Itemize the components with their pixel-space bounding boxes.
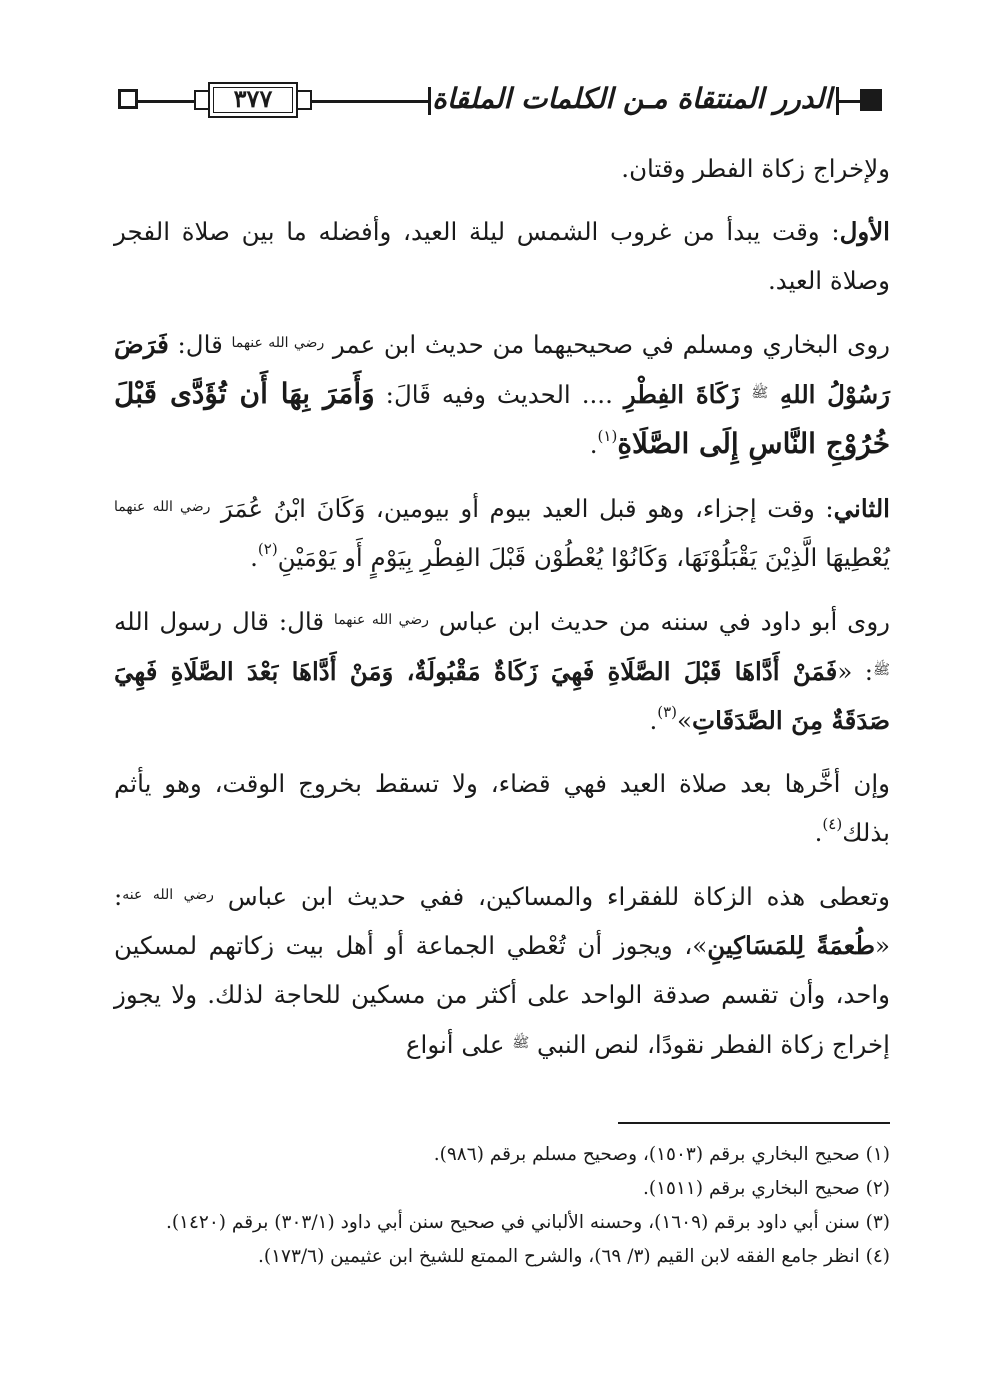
- footnote-3: (٣) سنن أبي داود برقم (١٦٠٩)، وحسنه الألباني في صحيح سنن أبي داود (٣٠٣/١) برقم (١٤٢٠).: [165, 1212, 890, 1233]
- main-text: [114, 144, 890, 1083]
- hadith-text: فَرَضَ رَسُوْلُ اللهِ: [114, 330, 890, 409]
- paragraph-text: على أنواع: [405, 1030, 513, 1059]
- header-rule-right: [836, 100, 860, 103]
- footnote-2: (٢) صحيح البخاري برقم (١٥١١).: [642, 1178, 890, 1199]
- honorific-glyph: ﷺ: [512, 1035, 530, 1051]
- header-rule-middle: [310, 100, 430, 103]
- header-rule-left: [138, 100, 196, 103]
- paragraph-text: : وقت إجزاء، وهو قبل العيد بيوم أو بيومين،: [365, 494, 834, 523]
- page-number: ٣٧٧: [233, 84, 273, 113]
- hadith-text: طُعمَةً لِلمَسَاكِينِ: [707, 931, 875, 960]
- quote-text: وَكَانَ ابْنُ عُمَرَ: [210, 494, 366, 523]
- punctuation: .: [814, 818, 823, 847]
- footnote-separator: [618, 1122, 890, 1124]
- footnote-4: (٤) انظر جامع الفقه لابن القيم (٣/ ٦٩)، والشرح الممتع للشيخ ابن عثيمين (١٧٣/٦).: [257, 1246, 890, 1267]
- footnote-1: (١) صحيح البخاري برقم (١٥٠٣)، وصحيح مسلم برقم (٩٨٦).: [433, 1144, 890, 1165]
- hadith-text: فَمَنْ أَدَّاهَا قَبْلَ الصَّلَاةِ فَهِيَ زَكَاةٌ مَقْبُولَةٌ، وَمَنْ أَدَّاهَا بَعْدَ الصَّلَاةِ فَهِيَ صَدَقَةٌ مِنَ الصَّدَقَاتِ: [114, 657, 890, 735]
- footnote-marker[interactable]: (٢): [257, 540, 278, 558]
- book-title: الدرر المنتقاة مـن الكلمات الملقاة: [432, 82, 832, 115]
- paragraph-text: وإن أخَّرها بعد صلاة العيد فهي قضاء، ولا تسقط بخروج الوقت، وهو يأثم بذلك: [114, 769, 890, 847]
- punctuation: : «: [837, 657, 874, 686]
- paragraph-text: : وقت يبدأ من غروب الشمس ليلة العيد، وأفضله ما بين صلاة الفجر وصلاة العيد.: [114, 217, 890, 295]
- punctuation: : «: [114, 882, 890, 960]
- narration-intro: روى البخاري ومسلم في صحيحيهما من حديث ابن عمر: [324, 330, 890, 359]
- paragraph-first-time: [114, 207, 890, 305]
- page-header: [110, 80, 890, 124]
- hadith-text: وَأَمَرَ بِهَا أَن تُؤَدَّى قَبْلَ خُرُوْجِ النَّاسِ إِلَى الصَّلَاةِ: [114, 377, 890, 460]
- punctuation: »: [677, 706, 693, 735]
- ornament-square-open: [118, 89, 138, 109]
- punctuation: .: [649, 706, 658, 735]
- paragraph-second-time: [114, 483, 890, 582]
- narration-text: قال: قال رسول الله: [114, 607, 334, 636]
- ornament-square-filled: [860, 89, 882, 111]
- heading-first: الأول: [839, 217, 890, 246]
- footnotes: [114, 1138, 890, 1274]
- page-number-frame: [194, 82, 312, 118]
- footnote-marker[interactable]: (٤): [822, 815, 843, 833]
- honorific-glyph: ﷺ: [873, 662, 890, 678]
- honorific-glyph: رضي الله عنهما: [333, 612, 429, 628]
- honorific-glyph: رضي الله عنهما: [114, 499, 211, 515]
- honorific-glyph: ﷺ: [751, 385, 769, 401]
- heading-second: الثاني: [833, 494, 890, 523]
- paragraph-delay-ruling: [114, 759, 890, 857]
- punctuation: .: [250, 543, 258, 572]
- paragraph-hadith-ibn-abbas: [114, 596, 890, 745]
- narration-intro: وتعطى هذه الزكاة للفقراء والمساكين، ففي حديث ابن عباس: [213, 882, 890, 911]
- honorific-glyph: رضي الله عنهما: [231, 335, 325, 351]
- footnote-marker[interactable]: (٣): [657, 703, 678, 721]
- quote-text: يُعْطِيهَا الَّذِيْنَ يَقْبَلُوْنَهَا، وَكَانُوْا يُعْطُوْن قَبْلَ الفِطْرِ بِيَوْمٍ أَو يَوْمَيْنِ: [277, 543, 890, 572]
- paragraph-text: ولإخراج زكاة الفطر وقتان.: [621, 154, 890, 183]
- narration-text: قال:: [168, 330, 232, 359]
- narration-text: .... الحديث وفيه قَالَ:: [374, 380, 624, 409]
- narration-intro: روى أبو داود في سننه من حديث ابن عباس: [428, 607, 890, 636]
- footnote-marker[interactable]: (١): [597, 427, 618, 445]
- ornament-bar-left: [428, 87, 431, 115]
- honorific-glyph: رضي الله عنه: [122, 887, 214, 903]
- paragraph-intro: [114, 144, 890, 193]
- paragraph-hadith-ibn-umar: [114, 319, 890, 469]
- paragraph-recipients: [114, 871, 890, 1069]
- punctuation: .: [589, 430, 598, 459]
- punctuation: »: [692, 931, 708, 960]
- paragraph-text: ، ويجوز أن تُعْطي الجماعة أو أهل بيت زكاتهم لمسكين واحد، وأن تقسم صدقة الواحد على أكثر من مسكين للحاجة لذلك. ولا يجوز إخراج زكاة الفطر نقودًا، لنص النبي: [114, 931, 890, 1059]
- hadith-text: زَكَاةَ الفِطْرِ: [623, 380, 752, 409]
